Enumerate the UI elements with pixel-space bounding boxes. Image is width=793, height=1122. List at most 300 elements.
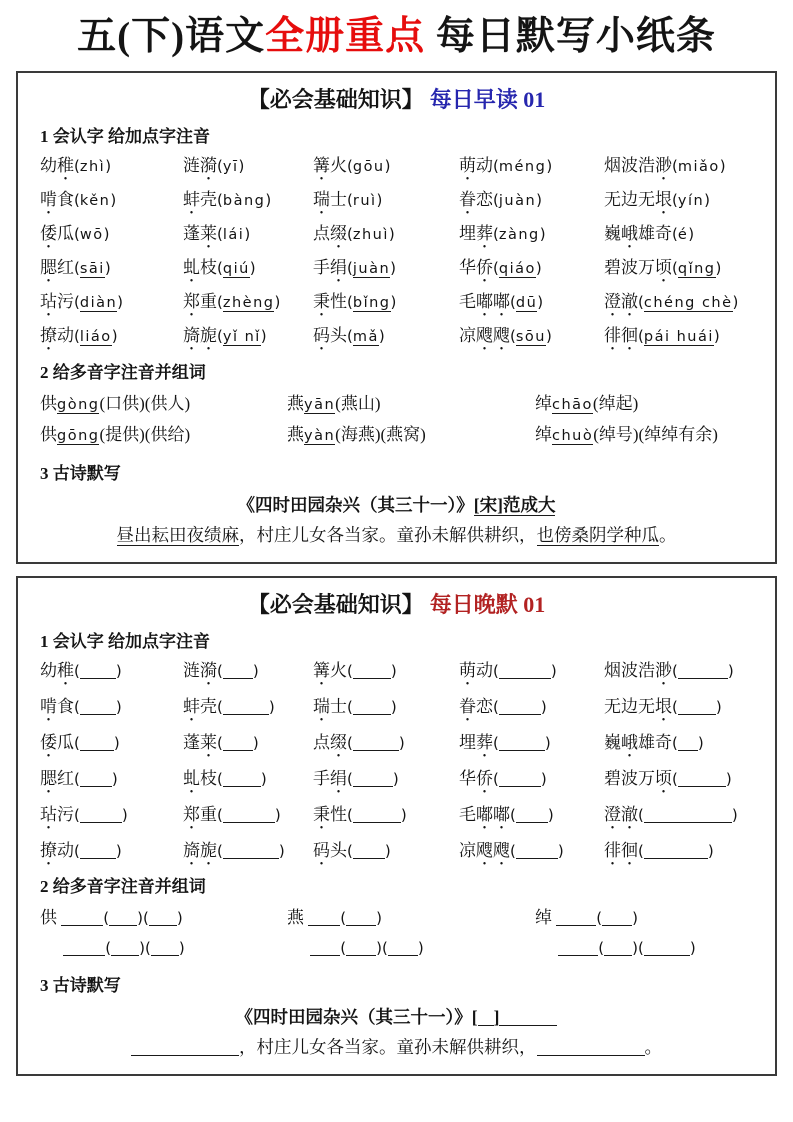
vocab-item	[40, 658, 183, 684]
pinyin-parens: (juàn)	[493, 190, 543, 209]
section1-heading: 1 会认字 给加点字注音	[40, 631, 210, 651]
dotted-character: 蚌	[183, 696, 200, 716]
dotted-character: 雄	[638, 732, 655, 752]
dotted-character: 玷	[40, 804, 57, 824]
dotted-character: 头	[330, 325, 347, 345]
pinyin-answer: gòng	[57, 396, 100, 413]
dotted-character: 渺	[655, 155, 672, 175]
vocab-item	[183, 289, 313, 316]
dotted-character: 萌	[459, 155, 476, 175]
poem-text: [	[471, 1006, 478, 1027]
answer-blank	[353, 773, 393, 787]
page-title	[0, 14, 793, 61]
vocab-item	[183, 187, 313, 214]
pinyin-parens: ( )	[74, 841, 122, 860]
pinyin-answer: lái	[222, 226, 245, 243]
section3-heading: 3 古诗默写	[40, 463, 121, 483]
vocab-item	[40, 289, 183, 316]
answer-blank	[644, 809, 732, 823]
pinyin-answer: mǎ	[352, 328, 379, 345]
underlined-text: [宋]范成大	[473, 494, 556, 515]
vocab-item	[313, 658, 459, 684]
dotted-character: 莱	[200, 732, 217, 752]
dotted-character: 啃	[40, 189, 57, 209]
pinyin-parens: (chéng chè)	[638, 292, 739, 311]
polyphone-character: 供	[40, 393, 57, 413]
section2-heading: 2 给多音字注音并组词	[40, 362, 206, 382]
pinyin-parens: ( )	[493, 661, 557, 680]
dotted-character: 碧	[604, 768, 621, 788]
answer-blank	[353, 845, 385, 859]
session-label: 每日晚默 01	[429, 591, 546, 617]
polyphone-line	[287, 903, 535, 933]
polyphone-line	[535, 389, 753, 420]
dotted-character: 奇	[655, 223, 672, 243]
dotted-character: 食	[57, 189, 74, 209]
vocab-item	[604, 694, 753, 720]
dotted-character: 波	[621, 768, 638, 788]
pinyin-answer: yī	[222, 158, 239, 175]
dotted-character: 性	[330, 804, 347, 824]
vocab-item	[604, 730, 753, 756]
underlined-text: 也傍桑阴学种瓜	[536, 524, 659, 545]
panel-header	[40, 83, 753, 114]
polyphone-character: 燕	[287, 393, 304, 413]
pinyin-answer: sōu	[515, 328, 546, 345]
polyphone-line	[287, 420, 535, 451]
dotted-character: 枝	[200, 257, 217, 277]
dotted-character: 徘	[604, 840, 621, 860]
dotted-character: 嘟	[493, 804, 510, 824]
dotted-character: 恋	[476, 696, 493, 716]
dotted-character: 葬	[476, 732, 493, 752]
pinyin-parens: (lái)	[217, 224, 251, 243]
answer-blank	[644, 942, 690, 956]
dotted-character: 腮	[40, 768, 57, 788]
answer-blank	[353, 701, 391, 715]
dotted-character: 波	[621, 660, 638, 680]
dotted-character: 顷	[655, 768, 672, 788]
word-blank-parens: ( )	[637, 938, 696, 957]
pinyin-parens: (sōu)	[510, 326, 552, 345]
answer-blank	[353, 809, 401, 823]
pinyin-answer: zàng	[498, 226, 540, 243]
title-highlight: 全册重点	[265, 15, 426, 58]
answer-blank	[604, 942, 632, 956]
dotted-character: 徘	[604, 325, 621, 345]
pinyin-parens: (méng)	[493, 156, 553, 175]
dotted-character: 食	[57, 696, 74, 716]
pinyin-parens: ( )	[217, 661, 259, 680]
answer-blank	[80, 845, 116, 859]
dotted-character: 峨	[621, 223, 638, 243]
dotted-character: 徊	[621, 325, 638, 345]
dotted-character: 瑞	[313, 189, 330, 209]
dotted-character: 埋	[459, 223, 476, 243]
dotted-character: 幼	[40, 155, 57, 175]
vocab-item	[459, 289, 604, 316]
pinyin-parens: (zàng)	[493, 224, 546, 243]
pinyin-parens: ( )	[74, 697, 122, 716]
dotted-character: 重	[200, 291, 217, 311]
dotted-character: 性	[330, 291, 347, 311]
vocab-item	[604, 323, 753, 350]
dotted-character: 飕	[493, 840, 510, 860]
polyphone-character: 绰	[535, 393, 552, 413]
word-blank-parens: ( )	[381, 938, 424, 957]
word-blank-parens: ( )	[142, 908, 183, 927]
dotted-character: 华	[459, 768, 476, 788]
dotted-character: 莱	[200, 223, 217, 243]
dotted-character: 壳	[200, 696, 217, 716]
vocab-item	[604, 838, 753, 864]
dotted-character: 飕	[493, 325, 510, 345]
dotted-character: 边	[621, 696, 638, 716]
answer-blank	[499, 665, 551, 679]
dotted-character: 峨	[621, 732, 638, 752]
polyphone-line	[40, 933, 287, 963]
pinyin-answer: kěn	[79, 192, 111, 209]
pinyin-parens: ( )	[217, 805, 281, 824]
dotted-character: 无	[638, 189, 655, 209]
dotted-character: 火	[330, 155, 347, 175]
dotted-character: 垠	[655, 696, 672, 716]
word-blank-parens: ( )	[105, 938, 145, 957]
vocab-item	[183, 694, 313, 720]
vocab-item	[459, 730, 604, 756]
answer-blank	[223, 701, 269, 715]
answer-blank	[558, 942, 598, 956]
answer-blank	[537, 1042, 645, 1056]
vocab-item	[313, 694, 459, 720]
pinyin-answer: yān	[304, 396, 336, 413]
dotted-character: 飕	[476, 325, 493, 345]
answer-blank	[111, 942, 139, 956]
dotted-character: 蓬	[183, 732, 200, 752]
polyphone-character: 供	[40, 907, 57, 927]
answer-blank	[223, 809, 275, 823]
dotted-character: 澄	[604, 291, 621, 311]
poem-title-line	[40, 490, 753, 520]
pinyin-parens: (zhèng)	[217, 292, 281, 311]
dotted-character: 波	[621, 257, 638, 277]
vocab-item	[604, 255, 753, 282]
polyphone-grid	[40, 903, 753, 963]
dotted-character: 眷	[459, 696, 476, 716]
section2-heading: 2 给多音字注音并组词	[40, 876, 206, 896]
dotted-character: 波	[621, 155, 638, 175]
vocab-item	[40, 730, 183, 756]
dotted-character: 旖	[183, 840, 200, 860]
pinyin-parens: (qǐng)	[672, 258, 722, 277]
pinyin-parens: (yǐ nǐ)	[217, 326, 267, 345]
poem-title-line	[40, 1002, 753, 1032]
pinyin-parens: (yín)	[672, 190, 711, 209]
pinyin-parens: (qiáo)	[493, 258, 542, 277]
vocab-item	[313, 289, 459, 316]
polyphone-line	[535, 420, 753, 451]
dotted-character: 枝	[200, 768, 217, 788]
pinyin-parens: ( )	[638, 805, 738, 824]
answer-blank	[499, 1012, 557, 1026]
dotted-character: 码	[313, 325, 330, 345]
dotted-character: 涟	[183, 155, 200, 175]
pinyin-parens: (miǎo)	[672, 156, 726, 175]
polyphone-line	[287, 389, 535, 420]
pinyin-answer: zhèng	[222, 294, 275, 311]
dotted-character: 点	[313, 223, 330, 243]
word-blank-parens: ( )	[598, 938, 638, 957]
dotted-character: 撩	[40, 840, 57, 860]
pinyin-answer: pái huái	[643, 328, 714, 345]
polyphone-group	[535, 903, 753, 963]
polyphone-character: 绰	[535, 907, 552, 927]
dotted-character: 漪	[200, 155, 217, 175]
polyphone-character: 供	[40, 424, 57, 444]
dotted-character: 倭	[40, 223, 57, 243]
vocab-item	[183, 323, 313, 350]
dotted-character: 浩	[638, 660, 655, 680]
dotted-character: 手	[313, 768, 330, 788]
answer-blank	[478, 1012, 494, 1026]
dotted-character: 烟	[604, 155, 621, 175]
vocab-item	[604, 221, 753, 248]
dotted-character: 万	[638, 768, 655, 788]
answer-blank	[678, 701, 716, 715]
dotted-character: 雄	[638, 223, 655, 243]
polyphone-line	[40, 389, 287, 420]
polyphone-grid	[40, 389, 753, 451]
vocab-item	[313, 838, 459, 864]
answer-blank	[61, 912, 103, 926]
dotted-character: 火	[330, 660, 347, 680]
poem-text: ，村庄儿女各当家。童孙未解供耕织，	[239, 524, 537, 545]
dotted-character: 奇	[655, 732, 672, 752]
pinyin-answer: é	[677, 226, 689, 243]
vocab-item	[40, 221, 183, 248]
dotted-character: 旎	[200, 840, 217, 860]
dotted-character: 倭	[40, 732, 57, 752]
answer-blank	[346, 912, 376, 926]
vocab-item	[183, 658, 313, 684]
dotted-character: 稚	[57, 660, 74, 680]
polyphone-group	[40, 389, 287, 451]
dotted-character: 无	[604, 189, 621, 209]
pinyin-answer: sāi	[79, 260, 105, 277]
vocab-item	[40, 153, 183, 180]
pinyin-parens: ( )	[638, 841, 714, 860]
pinyin-parens: (bàng)	[217, 190, 272, 209]
polyphone-character: 燕	[287, 907, 304, 927]
dotted-character: 葬	[476, 223, 493, 243]
dotted-character: 秉	[313, 291, 330, 311]
vocab-item	[604, 153, 753, 180]
dotted-character: 蚌	[183, 189, 200, 209]
pinyin-parens: (é)	[672, 224, 695, 243]
polyphone-line	[535, 903, 753, 933]
answer-blank	[346, 942, 376, 956]
pinyin-answer: yǐ nǐ	[222, 328, 261, 345]
dotted-character: 腮	[40, 257, 57, 277]
vocab-item	[459, 802, 604, 828]
pinyin-parens: (bǐng)	[347, 292, 397, 311]
dotted-character: 动	[476, 660, 493, 680]
vocab-item	[183, 730, 313, 756]
pinyin-answer: gōng	[57, 427, 100, 444]
dotted-character: 绢	[330, 257, 347, 277]
vocab-item	[459, 221, 604, 248]
answer-blank	[353, 737, 399, 751]
pinyin-answer: qǐng	[677, 260, 716, 277]
dotted-character: 嘟	[493, 291, 510, 311]
vocab-item	[40, 187, 183, 214]
vocab-item	[183, 221, 313, 248]
dotted-character: 边	[621, 189, 638, 209]
answer-blank	[80, 773, 112, 787]
pinyin-parens: ( )	[74, 733, 120, 752]
pinyin-parens: (mǎ)	[347, 326, 385, 345]
pinyin-answer: bàng	[222, 192, 266, 209]
dotted-character: 篝	[313, 155, 330, 175]
vocab-item	[313, 323, 459, 350]
dotted-character: 凉	[459, 840, 476, 860]
pinyin-parens: ( )	[347, 697, 397, 716]
word-blank-parens: ( )	[340, 938, 382, 957]
answer-blank	[678, 737, 698, 751]
dotted-character: 澈	[621, 804, 638, 824]
polyphone-group	[287, 389, 535, 451]
vocab-item	[40, 766, 183, 792]
dotted-character: 垠	[655, 189, 672, 209]
answer-blank	[516, 809, 548, 823]
dotted-character: 毛	[459, 804, 476, 824]
answer-blank	[516, 845, 558, 859]
polyphone-group	[287, 903, 535, 963]
pinyin-answer: gōu	[352, 158, 385, 175]
dotted-character: 烟	[604, 660, 621, 680]
vocab-item	[459, 187, 604, 214]
pinyin-parens: (diàn)	[74, 292, 124, 311]
vocab-item	[604, 289, 753, 316]
pinyin-answer: zhuì	[352, 226, 389, 243]
pinyin-parens: ( )	[217, 697, 275, 716]
answer-blank	[131, 1042, 239, 1056]
pinyin-answer: wō	[79, 226, 104, 243]
dotted-character: 郑	[183, 291, 200, 311]
answer-blank	[499, 773, 541, 787]
pinyin-parens: ( )	[347, 733, 405, 752]
vocab-item	[604, 802, 753, 828]
title-part3: 每日默写小纸条	[425, 15, 716, 58]
pinyin-answer: chuò	[552, 427, 594, 444]
vocab-grid	[40, 658, 753, 864]
poem-text-line	[40, 520, 753, 550]
vocab-item	[459, 694, 604, 720]
dotted-character: 缀	[330, 732, 347, 752]
dotted-character: 涟	[183, 660, 200, 680]
answer-blank	[499, 701, 541, 715]
panel-evening-dictation	[16, 576, 777, 1076]
pinyin-parens: (zhì)	[74, 156, 112, 175]
pinyin-parens: ( )	[347, 805, 407, 824]
example-words: (绰起)	[592, 393, 639, 413]
pinyin-answer: ruì	[352, 192, 377, 209]
poem-text: 。	[644, 1036, 662, 1057]
header-bracket-label: 【必会基础知识】	[247, 591, 424, 617]
pinyin-answer: dū	[515, 294, 538, 311]
pinyin-answer: méng	[498, 158, 547, 175]
dotted-character: 动	[57, 325, 74, 345]
dotted-character: 无	[638, 696, 655, 716]
pinyin-parens: (liáo)	[74, 326, 118, 345]
poem-text: ，村庄儿女各当家。童孙未解供耕织，	[239, 1036, 537, 1057]
dotted-character: 篝	[313, 660, 330, 680]
vocab-item	[183, 802, 313, 828]
vocab-item	[604, 766, 753, 792]
dotted-character: 动	[476, 155, 493, 175]
polyphone-line	[40, 903, 287, 933]
dotted-character: 蓬	[183, 223, 200, 243]
answer-blank	[109, 912, 137, 926]
word-blank-parens: ( )	[340, 908, 382, 927]
dotted-character: 华	[459, 257, 476, 277]
pinyin-parens: ( )	[217, 733, 259, 752]
dotted-character: 萌	[459, 660, 476, 680]
example-words: (燕山)	[335, 393, 381, 413]
vocab-item	[313, 153, 459, 180]
pinyin-answer: zhì	[79, 158, 106, 175]
answer-blank	[499, 737, 545, 751]
dotted-character: 瓜	[57, 732, 74, 752]
dotted-character: 顷	[655, 257, 672, 277]
session-label: 每日早读 01	[429, 86, 546, 112]
answer-blank	[223, 665, 253, 679]
panel-morning-reading	[16, 71, 777, 564]
vocab-item	[313, 255, 459, 282]
polyphone-group	[535, 389, 753, 451]
pinyin-answer: yàn	[304, 427, 336, 444]
dotted-character: 渺	[655, 660, 672, 680]
poem-text: 。	[659, 524, 677, 545]
dotted-character: 凉	[459, 325, 476, 345]
pinyin-parens: ( )	[672, 733, 704, 752]
dotted-character: 码	[313, 840, 330, 860]
dotted-character: 绢	[330, 768, 347, 788]
pinyin-parens: ( )	[347, 841, 391, 860]
pinyin-parens: ( )	[510, 841, 564, 860]
dotted-character: 污	[57, 291, 74, 311]
poem-text: 《四时田园杂兴（其三十一）》	[237, 494, 474, 515]
dotted-character: 瓜	[57, 223, 74, 243]
section3-heading: 3 古诗默写	[40, 975, 121, 995]
pinyin-parens: ( )	[672, 697, 722, 716]
answer-blank	[80, 737, 114, 751]
dotted-character: 巍	[604, 223, 621, 243]
pinyin-parens: (sāi)	[74, 258, 111, 277]
dotted-character: 点	[313, 732, 330, 752]
pinyin-parens: ( )	[493, 733, 551, 752]
pinyin-answer: juàn	[498, 192, 537, 209]
vocab-item	[40, 255, 183, 282]
pinyin-parens: ( )	[493, 697, 547, 716]
dotted-character: 虬	[183, 768, 200, 788]
dotted-character: 士	[330, 696, 347, 716]
polyphone-line	[40, 420, 287, 451]
dotted-character: 侨	[476, 768, 493, 788]
example-words: (口供)(供人)	[99, 393, 191, 413]
pinyin-answer: diàn	[79, 294, 118, 311]
poem-text: 《四时田园杂兴（其三十一）》	[235, 1006, 472, 1027]
